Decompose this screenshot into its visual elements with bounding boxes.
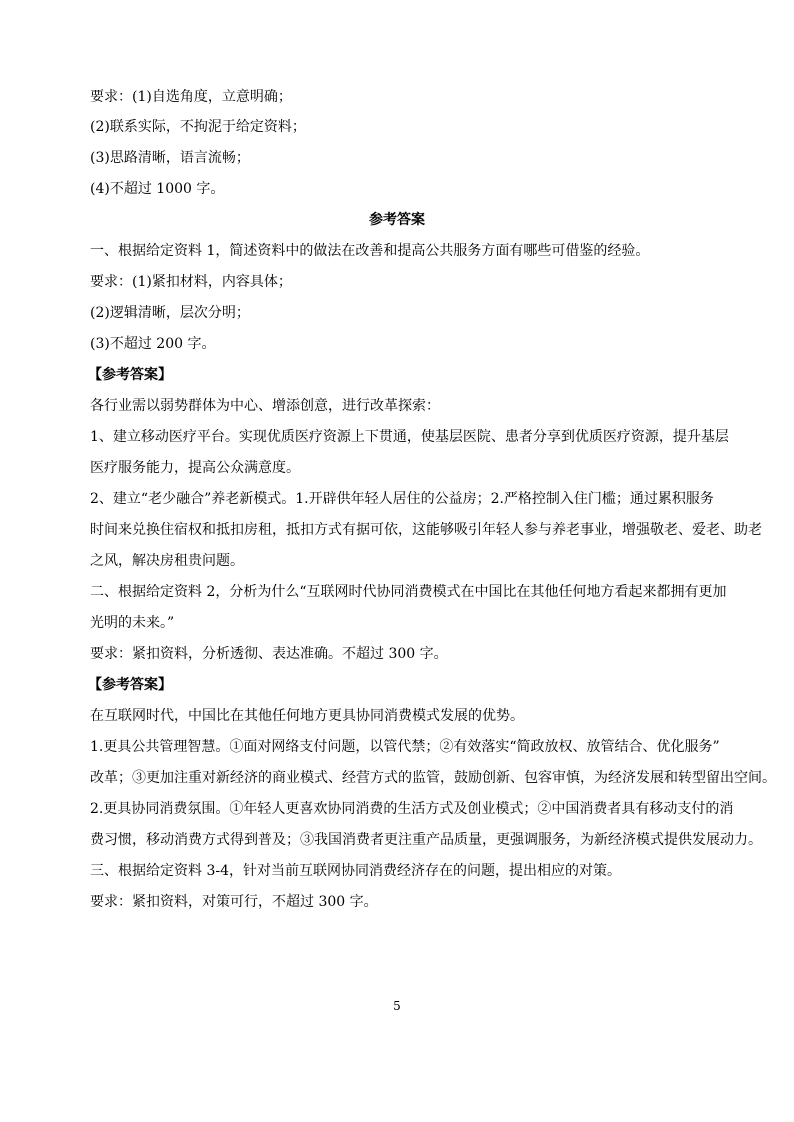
q3-requirement: 要求：紧扣资料，对策可行，不超过 300 字。 xyxy=(90,894,378,910)
question-1: 一、根据给定资料 1，简述资料中的做法在改善和提高公共服务方面有哪些可借鉴的经验。 xyxy=(90,243,650,259)
q1-requirement-3: (3)不超过 200 字。 xyxy=(90,336,216,352)
question-2a: 二、根据给定资料 2，分析为什么“互联网时代协同消费模式在中国比在其他任何地方看起来都拥有更加 xyxy=(90,584,727,600)
answer-1-point-2b: 时间来兑换住宿权和抵扣房租，抵扣方式有据可依，这能够吸引年轻人参与养老事业，增强敬老、爱老、助老 xyxy=(90,522,762,538)
answer-2-point-2a: 2.更具协同消费氛围。①年轻人更喜欢协同消费的生活方式及创业模式；②中国消费者具有移动支付的消 xyxy=(90,801,734,817)
requirement-2: (2)联系实际，不拘泥于给定资料； xyxy=(90,119,306,135)
answer-2-intro: 在互联网时代，中国比在其他任何地方更具协同消费模式发展的优势。 xyxy=(90,708,524,724)
answer-heading-2: 【参考答案】 xyxy=(88,677,172,693)
q1-requirement-1: 要求：(1)紧扣材料，内容具体； xyxy=(90,274,292,290)
answer-1-point-2c: 之风，解决房租贵问题。 xyxy=(90,553,244,569)
answer-1-intro: 各行业需以弱势群体为中心、增添创意，进行改革探索： xyxy=(90,398,440,414)
answer-heading-1: 【参考答案】 xyxy=(88,367,172,383)
page-number: 5 xyxy=(393,999,401,1013)
section-title: 参考答案 xyxy=(369,212,425,228)
question-2b: 光明的未来。” xyxy=(90,615,175,631)
q2-requirement: 要求：紧扣资料，分析透彻、表达准确。不超过 300 字。 xyxy=(90,646,448,662)
answer-1-point-1b: 医疗服务能力，提高公众满意度。 xyxy=(90,460,300,476)
requirement-4: (4)不超过 1000 字。 xyxy=(90,181,225,197)
requirement-3: (3)思路清晰，语言流畅； xyxy=(90,150,250,166)
answer-1-point-2a: 2、建立“老少融合”养老新模式。1.开辟供年轻人居住的公益房；2.严格控制入住门槛；通过累积服务 xyxy=(90,491,714,507)
answer-2-point-1b: 改革；③更加注重对新经济的商业模式、经营方式的监管，鼓励创新、包容审慎，为经济发展和转型留出空间。 xyxy=(90,770,776,786)
requirement-1: 要求：(1)自选角度，立意明确； xyxy=(90,89,292,105)
answer-2-point-1a: 1.更具公共管理智慧。①面对网络支付问题，以管代禁；②有效落实“简政放权、放管结合、优化服务” xyxy=(90,739,720,755)
answer-1-point-1a: 1、建立移动医疗平台。实现优质医疗资源上下贯通，使基层医院、患者分享到优质医疗资源，提升基层 xyxy=(90,429,729,445)
question-3: 三、根据给定资料 3-4，针对当前互联网协同消费经济存在的问题，提出相应的对策。 xyxy=(90,863,621,879)
answer-2-point-2b: 费习惯，移动消费方式得到普及；③我国消费者更注重产品质量，更强调服务，为新经济模式提供发展动力。 xyxy=(90,832,762,848)
q1-requirement-2: (2)逻辑清晰，层次分明； xyxy=(90,305,250,321)
